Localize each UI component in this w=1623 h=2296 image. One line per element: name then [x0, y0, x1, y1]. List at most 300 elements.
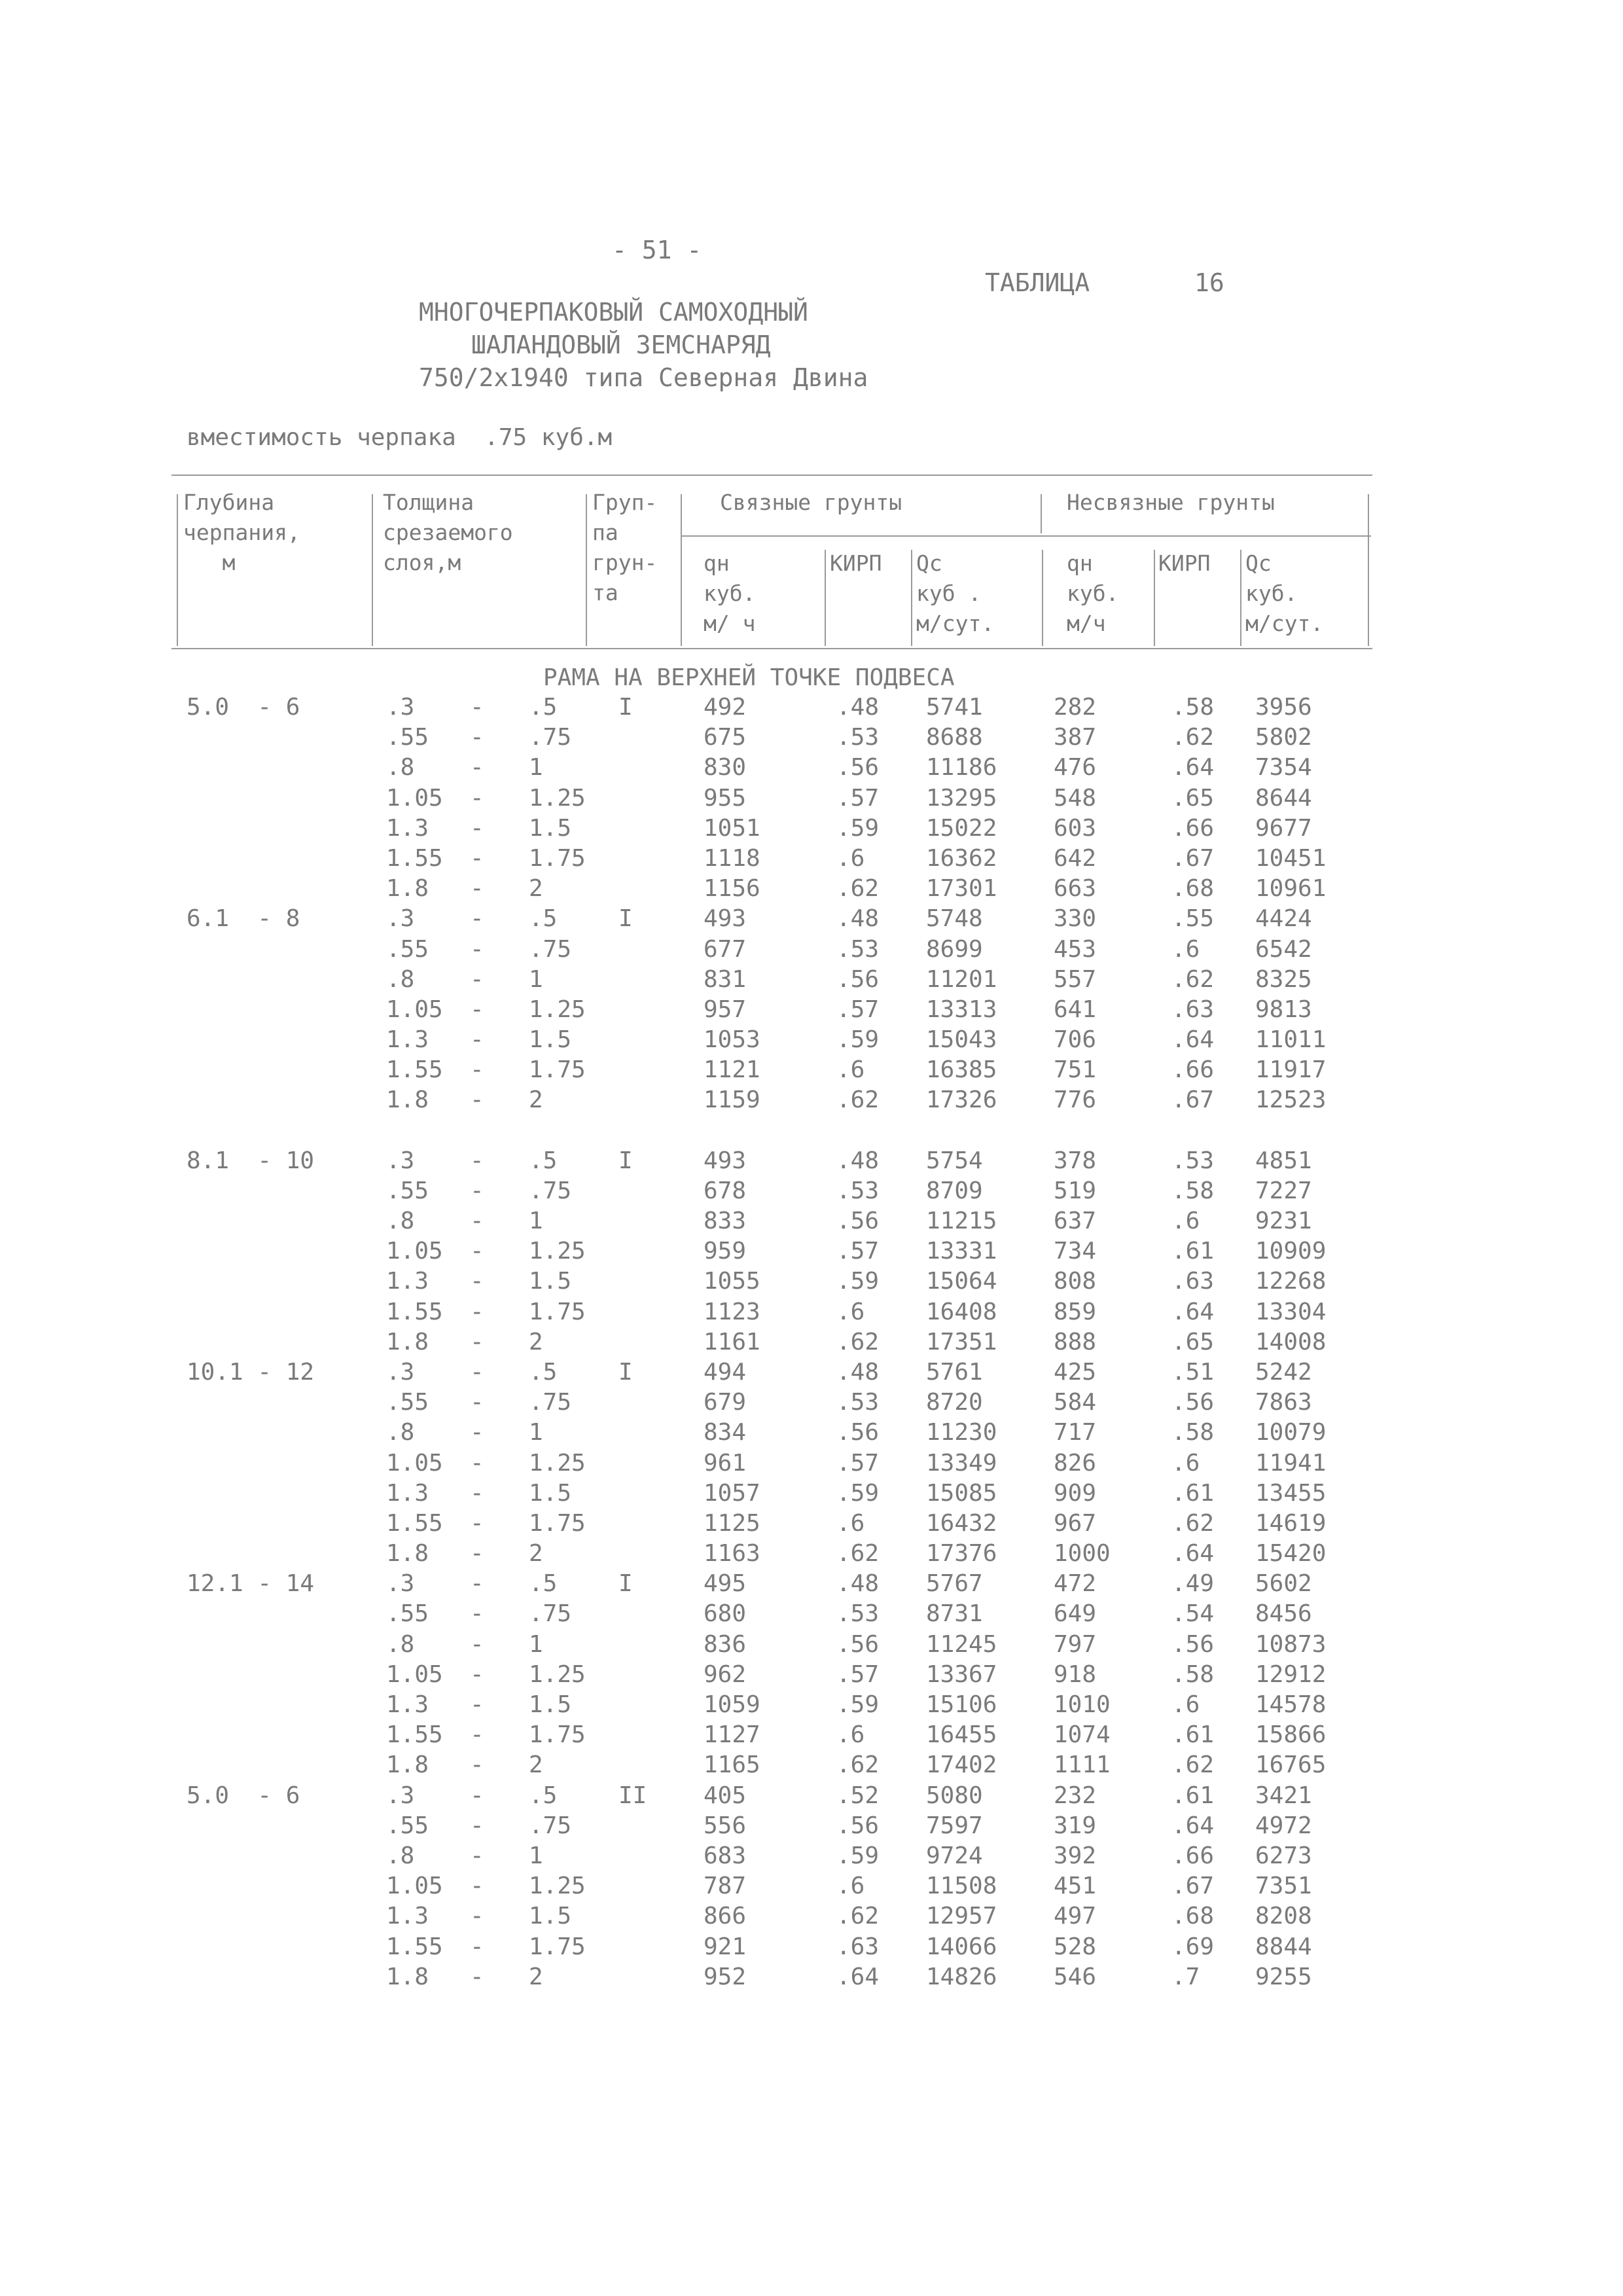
table-row	[0, 724, 1623, 754]
cohesive-qc: 9724	[926, 1842, 983, 1869]
table-number: 16	[1194, 268, 1224, 297]
cohesive-qn: 677	[704, 935, 747, 963]
thickness-from: 1.8	[386, 1540, 429, 1568]
noncohesive-kirp: .69	[1171, 1933, 1215, 1960]
noncohesive-qn: 378	[1054, 1147, 1097, 1174]
cohesive-kirp: .56	[836, 965, 880, 993]
cohesive-qc: 13367	[926, 1660, 997, 1688]
thickness-to: 1.25	[529, 1873, 586, 1900]
thickness-from: 1.55	[386, 1933, 443, 1960]
thickness-from: 1.8	[386, 1328, 429, 1355]
thickness-dash: -	[470, 1630, 484, 1658]
noncohesive-qn: 584	[1054, 1389, 1097, 1416]
table-row	[0, 936, 1623, 966]
noncohesive-qc: 15420	[1255, 1540, 1327, 1568]
noncohesive-qn: 641	[1054, 996, 1097, 1023]
noncohesive-kirp: .6	[1171, 935, 1200, 963]
thickness-to: 1.75	[529, 844, 586, 872]
noncohesive-qc: 7351	[1255, 1873, 1312, 1900]
thickness-to: .75	[529, 724, 572, 751]
noncohesive-qc: 10909	[1255, 1238, 1327, 1265]
cohesive-qn: 1163	[704, 1540, 760, 1568]
table-row	[0, 1510, 1623, 1540]
header-noncohesive: Несвязные грунты	[1067, 490, 1275, 515]
noncohesive-kirp: .67	[1171, 844, 1215, 872]
cohesive-kirp: .57	[836, 1660, 880, 1688]
thickness-from: .55	[386, 1600, 429, 1628]
table-row	[0, 1631, 1623, 1661]
noncohesive-qn: 453	[1054, 935, 1097, 963]
cohesive-kirp: .63	[836, 1933, 880, 1960]
noncohesive-qn: 717	[1054, 1419, 1097, 1446]
thickness-from: .8	[386, 1419, 415, 1446]
thickness-from: .3	[386, 905, 415, 933]
noncohesive-qc: 13304	[1255, 1298, 1327, 1325]
thickness-dash: -	[470, 1570, 484, 1598]
header-qn-noncohesive: qн куб. м/ч	[1067, 550, 1119, 636]
cohesive-qn: 1123	[704, 1298, 760, 1325]
thickness-to: 1.75	[529, 1056, 586, 1084]
noncohesive-qc: 10873	[1255, 1630, 1327, 1658]
cohesive-qc: 17301	[926, 875, 997, 903]
cohesive-qc: 17326	[926, 1086, 997, 1114]
cohesive-qn: 1165	[704, 1751, 760, 1779]
cohesive-qn: 1127	[704, 1721, 760, 1749]
noncohesive-kirp: .58	[1171, 694, 1215, 721]
noncohesive-qc: 10079	[1255, 1419, 1327, 1446]
cohesive-qc: 8699	[926, 935, 983, 963]
cohesive-qn: 866	[704, 1903, 747, 1930]
cohesive-qc: 14066	[926, 1933, 997, 1960]
header-border-kirp2-right	[1240, 550, 1241, 646]
thickness-from: 1.8	[386, 1963, 429, 1990]
header-cohesive: Связные грунты	[720, 490, 902, 515]
noncohesive-qc: 14578	[1255, 1691, 1327, 1718]
table-row	[0, 1238, 1623, 1268]
header-qc-noncohesive: Qc куб. м/сут.	[1245, 550, 1324, 636]
thickness-to: 1.5	[529, 1026, 572, 1054]
cohesive-qn: 678	[704, 1177, 747, 1204]
table-row	[0, 1177, 1623, 1208]
cohesive-kirp: .6	[836, 1721, 865, 1749]
cohesive-qc: 15064	[926, 1268, 997, 1295]
thickness-dash: -	[470, 1721, 484, 1749]
noncohesive-kirp: .61	[1171, 1721, 1215, 1749]
cohesive-qn: 493	[704, 1147, 747, 1174]
thickness-from: .55	[386, 935, 429, 963]
noncohesive-kirp: .58	[1171, 1660, 1215, 1688]
cohesive-kirp: .56	[836, 1208, 880, 1234]
thickness-to: .5	[529, 905, 558, 933]
noncohesive-kirp: .61	[1171, 1782, 1215, 1809]
thickness-to: .5	[529, 1782, 558, 1809]
thickness-to: 1	[529, 1842, 543, 1869]
table-row	[0, 996, 1623, 1026]
cohesive-qc: 7597	[926, 1812, 983, 1839]
noncohesive-kirp: .66	[1171, 814, 1215, 842]
noncohesive-qc: 14619	[1255, 1509, 1327, 1537]
noncohesive-qc: 14008	[1255, 1328, 1327, 1355]
noncohesive-qn: 425	[1054, 1358, 1097, 1386]
noncohesive-kirp: .58	[1171, 1419, 1215, 1446]
noncohesive-qn: 472	[1054, 1570, 1097, 1598]
thickness-to: .5	[529, 1570, 558, 1598]
bucket-capacity: вместимость черпака .75 куб.м	[187, 424, 613, 451]
table-row	[0, 1299, 1623, 1329]
cohesive-qn: 957	[704, 996, 747, 1023]
thickness-to: 2	[529, 1086, 543, 1114]
soil-group: II	[618, 1782, 647, 1809]
thickness-dash: -	[470, 1208, 484, 1234]
thickness-to: 1.75	[529, 1509, 586, 1537]
cohesive-qn: 831	[704, 965, 747, 993]
cohesive-kirp: .57	[836, 784, 880, 812]
noncohesive-qc: 8456	[1255, 1600, 1312, 1628]
noncohesive-qn: 808	[1054, 1268, 1097, 1295]
thickness-from: 1.05	[386, 1660, 443, 1688]
header-top-rule	[171, 475, 1372, 476]
thickness-dash: -	[470, 1873, 484, 1900]
table-row	[0, 1389, 1623, 1419]
cohesive-qc: 13295	[926, 784, 997, 812]
header-qc-cohesive: Qc куб . м/сут.	[916, 550, 995, 636]
cohesive-qn: 1156	[704, 875, 760, 903]
noncohesive-qc: 11917	[1255, 1056, 1327, 1084]
cohesive-kirp: .6	[836, 1509, 865, 1537]
cohesive-kirp: .6	[836, 844, 865, 872]
thickness-from: .8	[386, 1208, 415, 1234]
thickness-dash: -	[470, 1903, 484, 1930]
thickness-to: 1.5	[529, 1479, 572, 1507]
cohesive-qn: 1118	[704, 844, 760, 872]
thickness-from: 1.05	[386, 1873, 443, 1900]
thickness-from: 1.05	[386, 1238, 443, 1265]
cohesive-kirp: .53	[836, 935, 880, 963]
header-group: Груп- па грун- та	[592, 490, 658, 605]
cohesive-qc: 15043	[926, 1026, 997, 1054]
cohesive-kirp: .57	[836, 1238, 880, 1265]
table-row	[0, 1359, 1623, 1389]
noncohesive-kirp: .61	[1171, 1479, 1215, 1507]
noncohesive-qc: 10451	[1255, 844, 1327, 872]
header-mid-rule	[681, 535, 1371, 537]
thickness-dash: -	[470, 1691, 484, 1718]
noncohesive-qc: 15866	[1255, 1721, 1327, 1749]
cohesive-qn: 492	[704, 694, 747, 721]
cohesive-qc: 11230	[926, 1419, 997, 1446]
depth-range: 6.1 - 8	[187, 905, 300, 933]
cohesive-qn: 494	[704, 1358, 747, 1386]
noncohesive-qc: 9231	[1255, 1208, 1312, 1234]
noncohesive-qn: 642	[1054, 844, 1097, 872]
thickness-from: 1.55	[386, 1298, 443, 1325]
thickness-to: .75	[529, 935, 572, 963]
table-label: ТАБЛИЦА	[985, 268, 1090, 297]
thickness-to: .75	[529, 1389, 572, 1416]
header-border-qc1	[1042, 550, 1043, 646]
thickness-from: 1.3	[386, 1903, 429, 1930]
cohesive-qn: 833	[704, 1208, 747, 1234]
thickness-to: .5	[529, 1358, 558, 1386]
table-row	[0, 1056, 1623, 1086]
cohesive-kirp: .6	[836, 1873, 865, 1900]
page-number: - 51 -	[612, 236, 702, 264]
cohesive-qc: 16385	[926, 1056, 997, 1084]
thickness-to: 1	[529, 1208, 543, 1234]
thickness-dash: -	[470, 1600, 484, 1628]
cohesive-qn: 1055	[704, 1268, 760, 1295]
thickness-to: 1	[529, 754, 543, 781]
thickness-to: 1.25	[529, 1660, 586, 1688]
title-line-3: 750/2х1940 типа Северная Двина	[419, 363, 868, 392]
cohesive-qn: 1125	[704, 1509, 760, 1537]
table-row	[0, 1873, 1623, 1903]
cohesive-qn: 556	[704, 1812, 747, 1839]
cohesive-kirp: .59	[836, 1479, 880, 1507]
cohesive-kirp: .56	[836, 1812, 880, 1839]
noncohesive-qn: 519	[1054, 1177, 1097, 1204]
noncohesive-qc: 9813	[1255, 996, 1312, 1023]
table-row	[0, 1268, 1623, 1298]
noncohesive-qn: 548	[1054, 784, 1097, 812]
noncohesive-qn: 557	[1054, 965, 1097, 993]
noncohesive-kirp: .53	[1171, 1147, 1215, 1174]
noncohesive-kirp: .64	[1171, 1540, 1215, 1568]
thickness-from: 1.55	[386, 1721, 443, 1749]
noncohesive-qc: 8844	[1255, 1933, 1312, 1960]
thickness-dash: -	[470, 1660, 484, 1688]
noncohesive-qn: 1010	[1054, 1691, 1111, 1718]
header-qn-cohesive: qн куб. м/ ч	[704, 550, 756, 636]
thickness-from: .3	[386, 1147, 415, 1174]
cohesive-kirp: .53	[836, 1177, 880, 1204]
thickness-dash: -	[470, 1328, 484, 1355]
soil-group: I	[618, 905, 633, 933]
cohesive-qc: 8731	[926, 1600, 983, 1628]
cohesive-qc: 16432	[926, 1509, 997, 1537]
table-row	[0, 815, 1623, 845]
thickness-dash: -	[470, 1449, 484, 1477]
noncohesive-qn: 649	[1054, 1600, 1097, 1628]
thickness-from: 1.55	[386, 1509, 443, 1537]
noncohesive-qc: 5802	[1255, 724, 1312, 751]
noncohesive-kirp: .55	[1171, 905, 1215, 933]
cohesive-qn: 1057	[704, 1479, 760, 1507]
noncohesive-qn: 826	[1054, 1449, 1097, 1477]
noncohesive-kirp: .65	[1171, 784, 1215, 812]
thickness-dash: -	[470, 754, 484, 781]
noncohesive-qc: 11941	[1255, 1449, 1327, 1477]
noncohesive-qn: 497	[1054, 1903, 1097, 1930]
cohesive-kirp: .62	[836, 1086, 880, 1114]
cohesive-qc: 11201	[926, 965, 997, 993]
cohesive-kirp: .53	[836, 1600, 880, 1628]
noncohesive-kirp: .66	[1171, 1842, 1215, 1869]
thickness-from: 1.3	[386, 1479, 429, 1507]
cohesive-qn: 836	[704, 1630, 747, 1658]
noncohesive-kirp: .64	[1171, 1812, 1215, 1839]
noncohesive-kirp: .63	[1171, 996, 1215, 1023]
table-row	[0, 1570, 1623, 1600]
cohesive-qc: 17402	[926, 1751, 997, 1779]
table-row	[0, 1026, 1623, 1056]
soil-group: I	[618, 1570, 633, 1598]
thickness-dash: -	[470, 996, 484, 1023]
thickness-to: .5	[529, 1147, 558, 1174]
cohesive-kirp: .6	[836, 1298, 865, 1325]
noncohesive-kirp: .64	[1171, 1026, 1215, 1054]
noncohesive-kirp: .6	[1171, 1208, 1200, 1234]
thickness-dash: -	[470, 935, 484, 963]
table-row	[0, 694, 1623, 724]
thickness-to: .75	[529, 1600, 572, 1628]
thickness-to: 1.5	[529, 1903, 572, 1930]
thickness-dash: -	[470, 1509, 484, 1537]
cohesive-qc: 17351	[926, 1328, 997, 1355]
header-border-kirp2-left	[1154, 550, 1155, 646]
noncohesive-qc: 8208	[1255, 1903, 1312, 1930]
cohesive-kirp: .56	[836, 1419, 880, 1446]
table-row	[0, 1842, 1623, 1873]
table-row	[0, 1933, 1623, 1964]
thickness-dash: -	[470, 1389, 484, 1416]
thickness-from: .3	[386, 1358, 415, 1386]
noncohesive-kirp: .49	[1171, 1570, 1215, 1598]
noncohesive-qn: 1000	[1054, 1540, 1111, 1568]
noncohesive-kirp: .66	[1171, 1056, 1215, 1084]
noncohesive-qn: 888	[1054, 1328, 1097, 1355]
cohesive-kirp: .62	[836, 1540, 880, 1568]
thickness-to: 1.25	[529, 1238, 586, 1265]
cohesive-qc: 5754	[926, 1147, 983, 1174]
header-border-cohesive	[1041, 494, 1042, 533]
noncohesive-kirp: .67	[1171, 1086, 1215, 1114]
cohesive-qc: 16362	[926, 844, 997, 872]
table-row	[0, 1600, 1623, 1630]
noncohesive-qn: 451	[1054, 1873, 1097, 1900]
thickness-dash: -	[470, 1812, 484, 1839]
thickness-dash: -	[470, 1147, 484, 1174]
noncohesive-qn: 967	[1054, 1509, 1097, 1537]
cohesive-qn: 921	[704, 1933, 747, 1960]
noncohesive-kirp: .64	[1171, 1298, 1215, 1325]
cohesive-qn: 680	[704, 1600, 747, 1628]
header-border-thickness	[586, 494, 587, 646]
noncohesive-kirp: .6	[1171, 1449, 1200, 1477]
noncohesive-kirp: .56	[1171, 1630, 1215, 1658]
noncohesive-qc: 4972	[1255, 1812, 1312, 1839]
cohesive-qc: 15022	[926, 814, 997, 842]
cohesive-qc: 5748	[926, 905, 983, 933]
thickness-to: 2	[529, 1963, 543, 1990]
thickness-to: 2	[529, 875, 543, 903]
cohesive-qc: 5767	[926, 1570, 983, 1598]
cohesive-qc: 16408	[926, 1298, 997, 1325]
table-row	[0, 1661, 1623, 1691]
noncohesive-kirp: .51	[1171, 1358, 1215, 1386]
thickness-dash: -	[470, 1933, 484, 1960]
cohesive-qn: 961	[704, 1449, 747, 1477]
thickness-from: .8	[386, 1842, 415, 1869]
thickness-to: 1.25	[529, 784, 586, 812]
noncohesive-kirp: .67	[1171, 1873, 1215, 1900]
soil-group: I	[618, 1147, 633, 1174]
header-depth: Глубина черпания, м	[183, 490, 300, 575]
cohesive-kirp: .48	[836, 1570, 880, 1598]
table-row	[0, 1751, 1623, 1782]
cohesive-qc: 5741	[926, 694, 983, 721]
noncohesive-kirp: .63	[1171, 1268, 1215, 1295]
cohesive-qn: 830	[704, 754, 747, 781]
thickness-dash: -	[470, 1782, 484, 1809]
cohesive-qc: 15106	[926, 1691, 997, 1718]
noncohesive-qn: 797	[1054, 1630, 1097, 1658]
noncohesive-qn: 546	[1054, 1963, 1097, 1990]
thickness-from: .8	[386, 754, 415, 781]
cohesive-kirp: .6	[836, 1056, 865, 1084]
cohesive-qc: 14826	[926, 1963, 997, 1990]
cohesive-qn: 1053	[704, 1026, 760, 1054]
cohesive-kirp: .59	[836, 1268, 880, 1295]
thickness-dash: -	[470, 905, 484, 933]
thickness-dash: -	[470, 1479, 484, 1507]
noncohesive-qc: 7354	[1255, 754, 1312, 781]
thickness-dash: -	[470, 1842, 484, 1869]
noncohesive-qn: 603	[1054, 814, 1097, 842]
noncohesive-qn: 1111	[1054, 1751, 1111, 1779]
noncohesive-qn: 319	[1054, 1812, 1097, 1839]
cohesive-qn: 493	[704, 905, 747, 933]
cohesive-kirp: .48	[836, 1358, 880, 1386]
cohesive-qn: 787	[704, 1873, 747, 1900]
noncohesive-qc: 7227	[1255, 1177, 1312, 1204]
noncohesive-qc: 12912	[1255, 1660, 1327, 1688]
thickness-to: 1.5	[529, 1268, 572, 1295]
noncohesive-kirp: .58	[1171, 1177, 1215, 1204]
noncohesive-qc: 3956	[1255, 694, 1312, 721]
thickness-dash: -	[470, 1963, 484, 1990]
thickness-from: .55	[386, 724, 429, 751]
thickness-dash: -	[470, 1540, 484, 1568]
soil-group: I	[618, 1358, 633, 1386]
thickness-to: .75	[529, 1812, 572, 1839]
cohesive-kirp: .48	[836, 1147, 880, 1174]
title-line-1: МНОГОЧЕРПАКОВЫЙ САМОХОДНЫЙ	[419, 298, 808, 327]
cohesive-kirp: .59	[836, 1842, 880, 1869]
thickness-to: 1	[529, 1630, 543, 1658]
depth-range: 5.0 - 6	[187, 1782, 300, 1809]
thickness-to: 1.75	[529, 1298, 586, 1325]
noncohesive-qc: 8325	[1255, 965, 1312, 993]
noncohesive-qc: 13455	[1255, 1479, 1327, 1507]
thickness-dash: -	[470, 1419, 484, 1446]
cohesive-qn: 675	[704, 724, 747, 751]
noncohesive-qn: 1074	[1054, 1721, 1111, 1749]
cohesive-kirp: .56	[836, 754, 880, 781]
cohesive-qn: 1161	[704, 1328, 760, 1355]
thickness-from: 1.8	[386, 1751, 429, 1779]
noncohesive-qc: 16765	[1255, 1751, 1327, 1779]
cohesive-kirp: .48	[836, 694, 880, 721]
thickness-from: .3	[386, 1570, 415, 1598]
noncohesive-qc: 4424	[1255, 905, 1312, 933]
cohesive-kirp: .57	[836, 996, 880, 1023]
table-row	[0, 1540, 1623, 1570]
cohesive-kirp: .53	[836, 724, 880, 751]
section-title: РАМА НА ВЕРХНЕЙ ТОЧКЕ ПОДВЕСА	[543, 664, 955, 691]
title-line-2: ШАЛАНДОВЫЙ ЗЕМСНАРЯД	[471, 331, 771, 359]
cohesive-qc: 13349	[926, 1449, 997, 1477]
